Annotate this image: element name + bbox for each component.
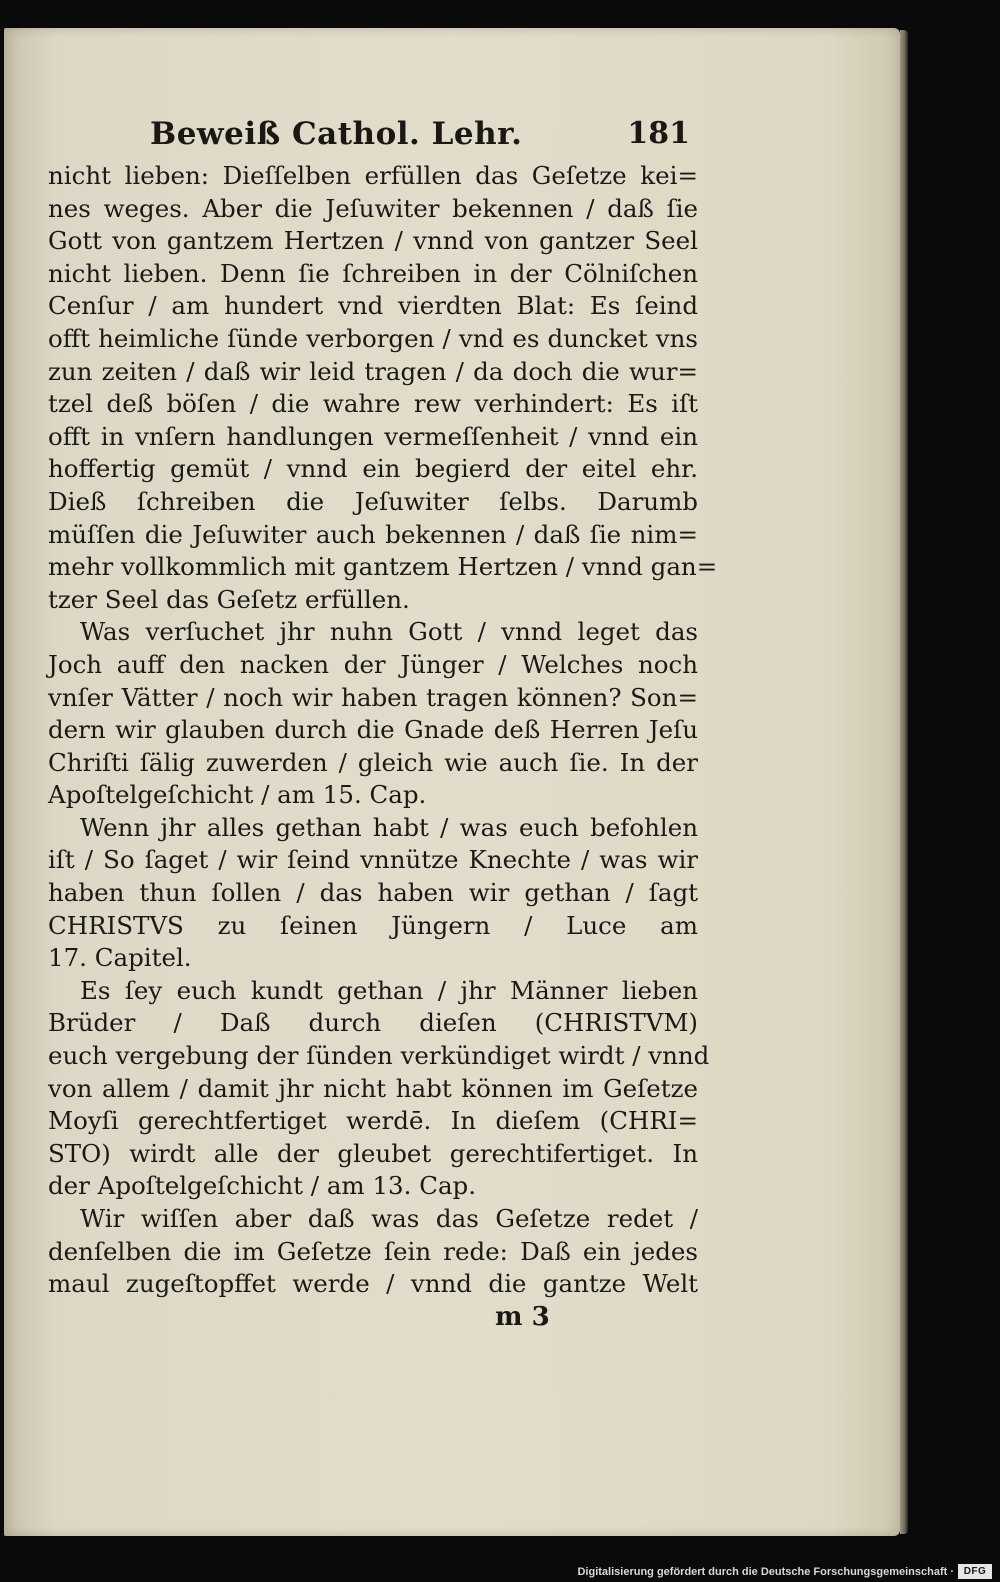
text-line: maul zugeſtopffet werde / vnnd die gantze Welt	[48, 1269, 698, 1299]
text-line: nes weges. Aber die Jeſuwiter bekennen / daß ſie	[48, 193, 698, 223]
text-line: offt in vnſern handlungen vermeſſenheit / vnnd ein	[48, 421, 698, 451]
digitization-credit: Digitalisierung gefördert durch die Deutsche Forschungsgemeinschaft ·	[577, 1566, 954, 1578]
text-line: Gott von gantzem Hertzen / vnnd von gantzer Seel	[48, 226, 698, 256]
text-line: STO) wirdt alle der gleubet gerechtifertiget. In	[48, 1138, 698, 1168]
text-line: der Apoſtelgeſchicht / am 13. Cap.	[48, 1171, 477, 1201]
text-line: von allem / damit jhr nicht habt können im Geſetze	[48, 1073, 698, 1103]
text-line: Cenſur / am hundert vnd vierdten Blat: Es ſeind	[48, 291, 698, 321]
text-line: Dieß ſchreiben die Jeſuwiter ſelbs. Darumb	[48, 486, 698, 516]
text-line: Chriſti ſälig zuwerden / gleich wie auch ſie. In der	[48, 747, 698, 777]
text-line: Joch auff den nacken der Jünger / Welches noch	[48, 649, 698, 679]
catchword-signature: m 3	[495, 1302, 550, 1332]
dfg-logo-icon: DFG	[958, 1564, 992, 1579]
text-line: Wir wiſſen aber daß was das Geſetze redet /	[80, 1204, 698, 1233]
text-line: tzer Seel das Geſetz erfüllen.	[48, 584, 410, 614]
text-line: tzel deß böſen / die wahre rew verhindert: Es iſt	[48, 389, 698, 419]
text-line: Wenn jhr alles gethan habt / was euch befohlen	[80, 812, 698, 842]
text-line: nicht lieben. Denn ſie ſchreiben in der Cölniſchen	[48, 258, 698, 288]
text-line: Brüder / Daß durch dieſen (CHRISTVM)	[48, 1008, 698, 1038]
text-line: iſt / So ſaget / wir ſeind vnnütze Knechte / was wir	[48, 845, 698, 875]
running-title: Beweiß Cathol. Lehr.	[150, 116, 523, 152]
text-line: CHRISTVS zu ſeinen Jüngern / Luce am	[48, 910, 698, 940]
running-head	[150, 112, 690, 162]
page-number: 181	[627, 116, 690, 151]
text-line: 17. Capitel.	[48, 943, 192, 973]
text-line: vnſer Vätter / noch wir haben tragen können? Son=	[48, 682, 698, 712]
text-line: dern wir glauben durch die Gnade deß Herren Jeſu	[48, 715, 698, 745]
text-line: Was verſuchet jhr nuhn Gott / vnnd leget das	[80, 617, 698, 647]
text-line: offt heimliche ſünde verborgen / vnd es duncket vns	[48, 323, 698, 353]
text-line: Es ſey euch kundt gethan / jhr Männer lieben	[80, 975, 698, 1005]
text-line: hoffertig gemüt / vnnd ein begierd der eitel ehr.	[48, 454, 698, 484]
text-line: euch vergebung der ſünden verkündiget wirdt / vnnd	[48, 1041, 710, 1071]
text-line: mehr vollkommlich mit gantzem Hertzen / vnnd gan=	[48, 552, 718, 582]
text-line: Moyſi gerechtfertiget werdē. In dieſem (CHRI=	[48, 1106, 698, 1136]
body-text	[48, 160, 718, 1301]
text-line: müſſen die Jeſuwiter auch bekennen / daß ſie nim=	[48, 519, 698, 549]
text-line: denſelben die im Geſetze ſein rede: Daß ein jedes	[48, 1236, 698, 1266]
text-line: haben thun ſollen / das haben wir gethan / ſagt	[48, 878, 698, 908]
page-edge	[900, 30, 908, 1534]
text-line: nicht lieben: Dieſſelben erfüllen das Geſetze kei=	[48, 161, 698, 190]
text-line: Apoſtelgeſchicht / am 15. Cap.	[48, 780, 427, 810]
text-line: zun zeiten / daß wir leid tragen / da doch die wur=	[48, 356, 698, 386]
